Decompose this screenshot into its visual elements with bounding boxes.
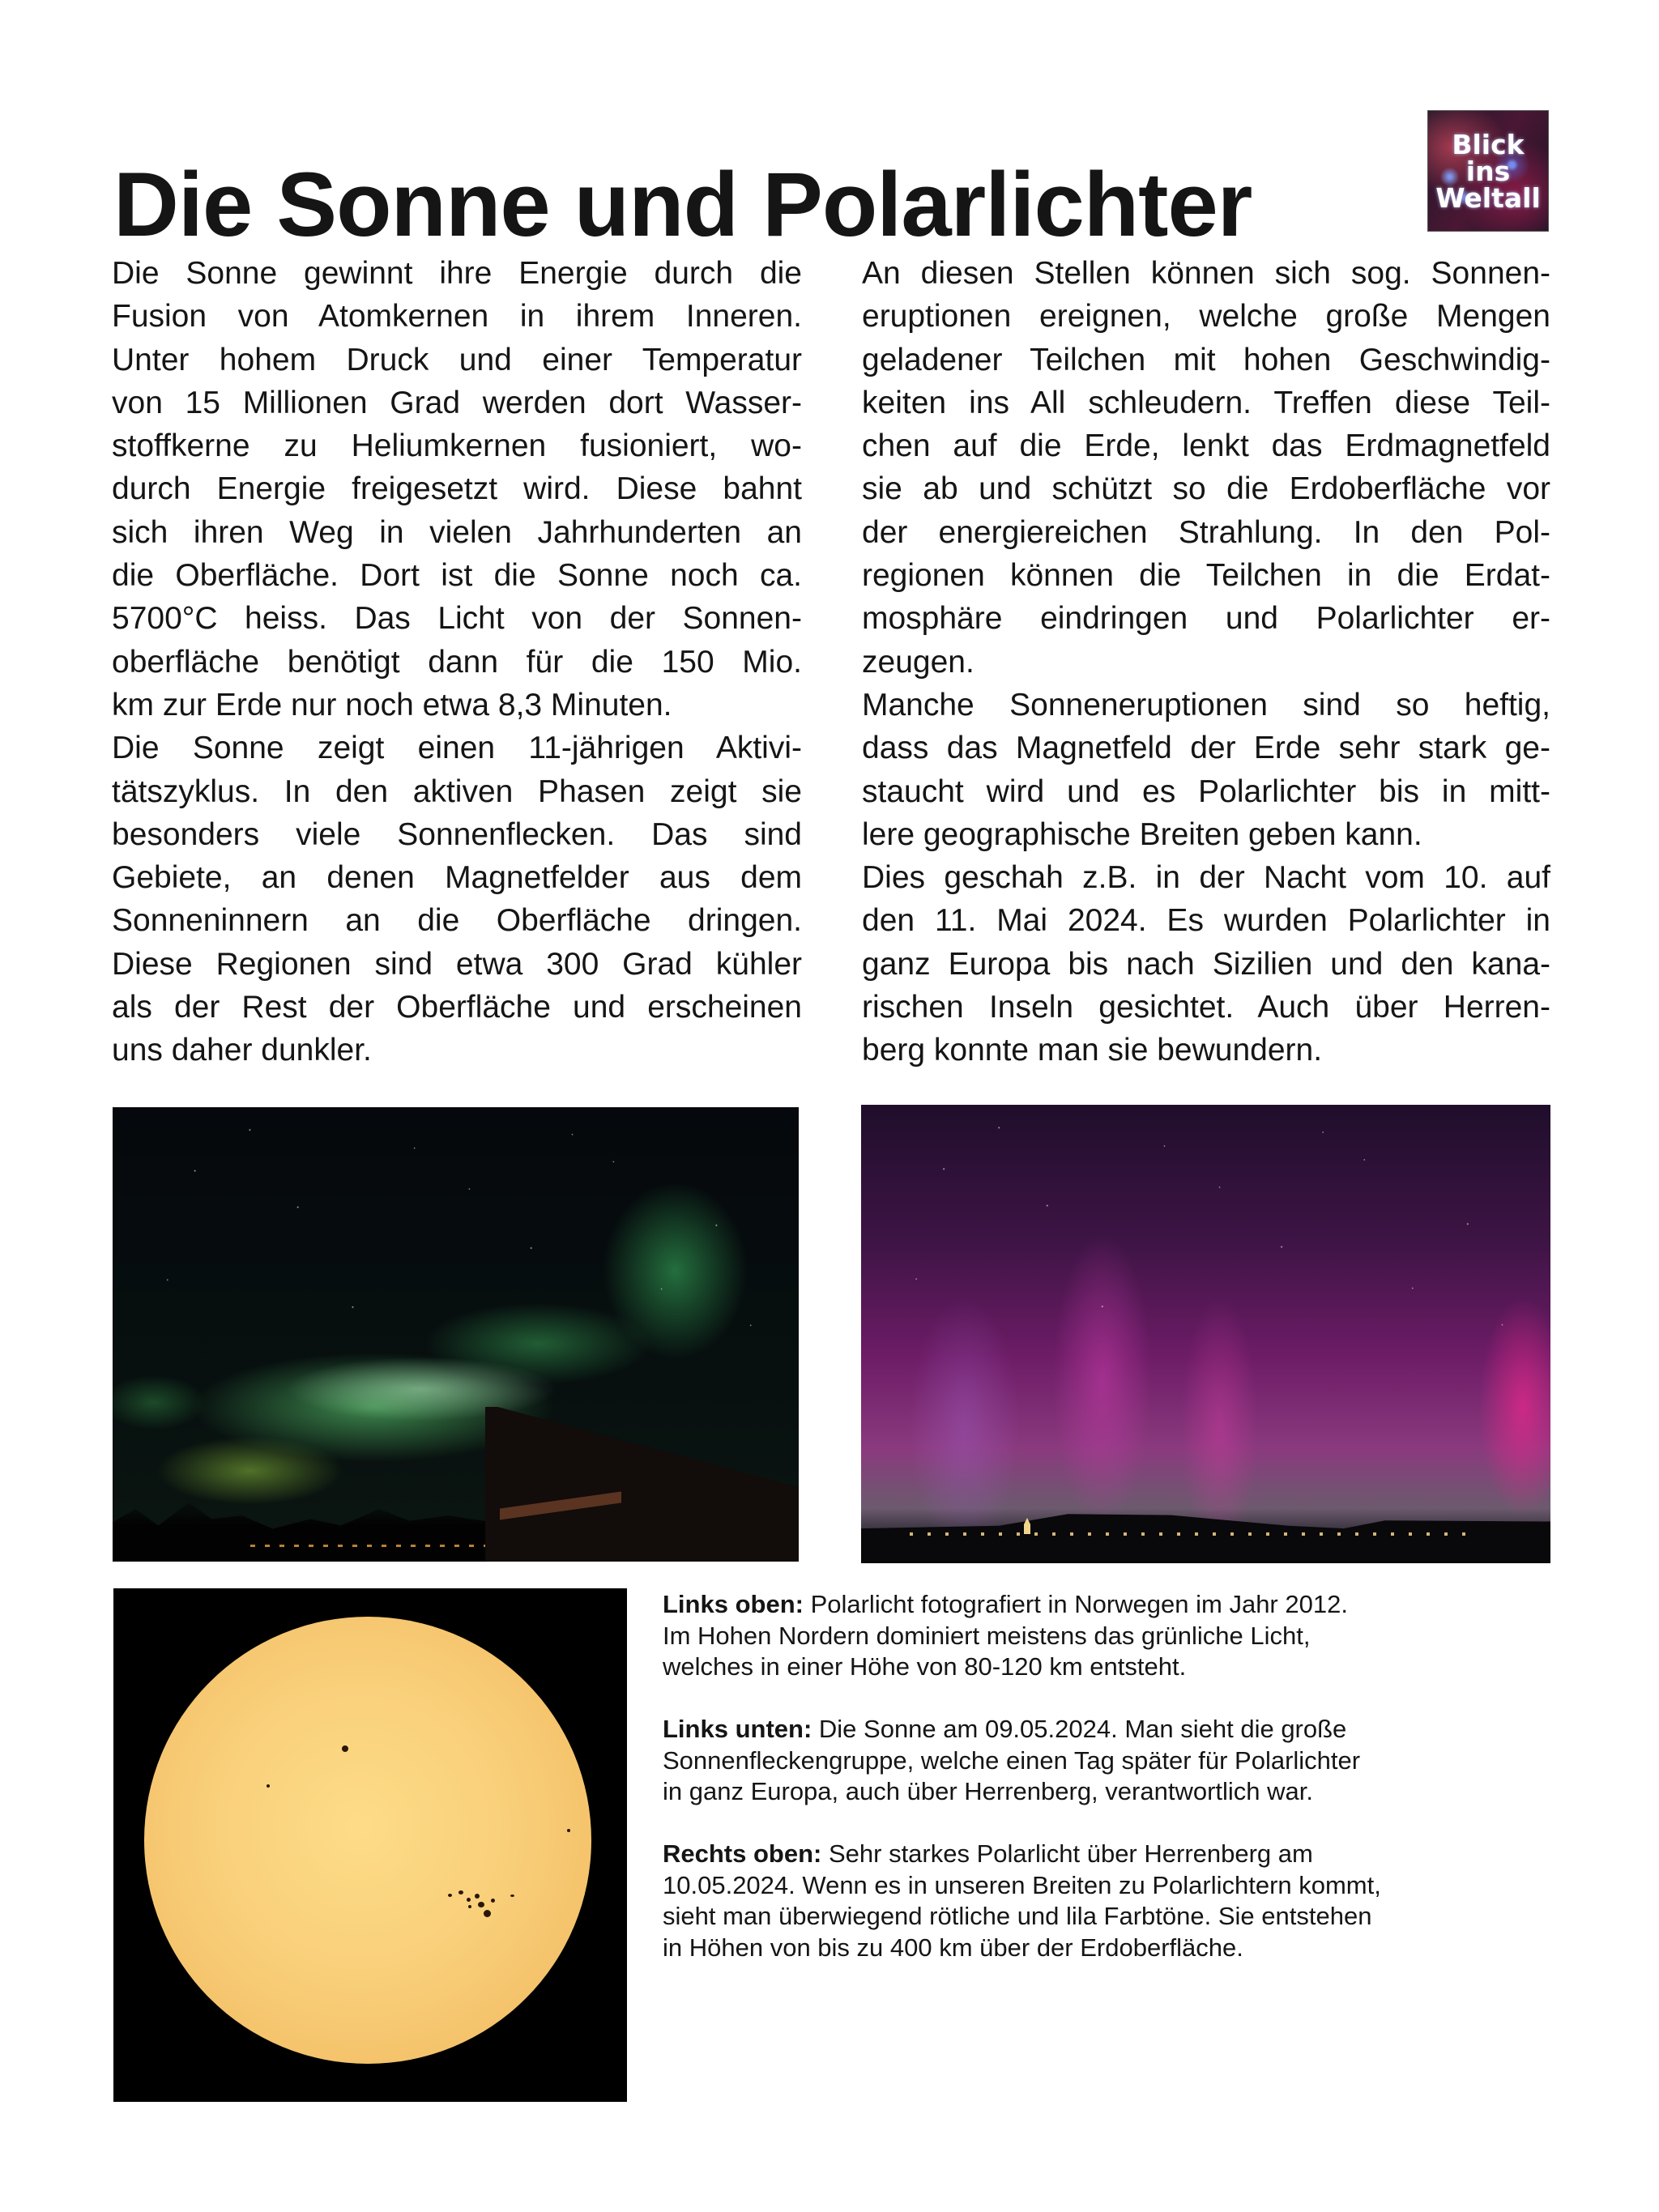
caption-rechts-oben — [663, 1839, 1562, 1963]
text-line: mosphäre eindringen und Polarlichter er- — [862, 601, 1550, 637]
caption-label: Rechts oben: — [663, 1839, 822, 1868]
photo-green-aurora-norway — [113, 1107, 799, 1562]
photo-sun-sunspots — [113, 1588, 627, 2102]
text-line: zeugen. — [862, 644, 975, 680]
sun-disc — [144, 1617, 591, 2064]
sunspot — [467, 1898, 471, 1902]
text-line: sich ihren Weg in vielen Jahrhunderten an — [112, 514, 802, 550]
sunspot — [484, 1910, 491, 1917]
text-line: rischen Inseln gesichtet. Auch über Herren- — [862, 990, 1550, 1025]
paragraph-sun-energy — [112, 252, 802, 727]
text-line: sie ab und schützt so die Erdoberfläche vor — [862, 471, 1550, 507]
page-title: Die Sonne und Polarlichter — [113, 154, 1252, 256]
text-line: Sonneninnern an die Oberfläche dringen. — [112, 903, 802, 939]
sunspot — [491, 1899, 495, 1903]
sunspot — [448, 1894, 452, 1897]
caption-line: Sonnenfleckengruppe, welche einen Tag später für Polarlichter — [663, 1745, 1361, 1775]
text-line: Dies geschah z.B. in der Nacht vom 10. auf — [862, 860, 1550, 896]
caption-line — [663, 1714, 1562, 1745]
caption-links-oben — [663, 1589, 1562, 1683]
caption-line — [663, 1589, 1562, 1621]
text-line: dass das Magnetfeld der Erde sehr stark ge- — [862, 731, 1550, 766]
paragraph-may-2024 — [862, 856, 1550, 1072]
paragraph-strong-eruptions — [862, 684, 1550, 856]
sunspot — [510, 1894, 514, 1897]
caption-line: 10.05.2024. Wenn es in unseren Breiten zu Polarlichtern kommt, — [663, 1870, 1381, 1899]
town-lights — [250, 1545, 493, 1547]
text-line: Gebiete, an denen Magnetfelder aus dem — [112, 860, 802, 896]
caption-line: sieht man überwiegend rötliche und lila Farbtöne. Sie entstehen — [663, 1902, 1372, 1930]
photo-captions — [663, 1589, 1562, 1995]
text-line: Fusion von Atomkernen in ihrem Inneren. — [112, 299, 802, 335]
text-line: stoffkerne zu Heliumkernen fusioniert, wo- — [112, 428, 802, 464]
sunspot — [478, 1902, 484, 1907]
text-line: uns daher dunkler. — [112, 1033, 372, 1068]
text-line: Die Sonne gewinnt ihre Energie durch die — [112, 256, 802, 291]
text-line: staucht wird und es Polarlichter bis in mitt- — [862, 774, 1550, 809]
caption-label: Links oben: — [663, 1590, 804, 1618]
text-line: den 11. Mai 2024. Es wurden Polarlichter in — [862, 903, 1550, 939]
paragraph-activity-cycle — [112, 727, 802, 1072]
text-line: oberfläche benötigt dann für die 150 Mio. — [112, 644, 802, 680]
sunspot — [342, 1745, 348, 1752]
caption-text: Sehr starkes Polarlicht über Herrenberg am — [821, 1839, 1313, 1868]
text-line: der energiereichen Strahlung. In den Pol- — [862, 514, 1550, 550]
text-line: regionen können die Teilchen in die Erdat- — [862, 558, 1550, 594]
caption-line: Im Hohen Nordern dominiert meistens das grünliche Licht, — [663, 1621, 1311, 1650]
sunspot — [468, 1905, 471, 1908]
text-line: lere geographische Breiten geben kann. — [862, 816, 1422, 852]
text-line: die Oberfläche. Dort ist die Sonne noch ca. — [112, 558, 802, 594]
logo-line-3: Weltall — [1435, 181, 1541, 214]
text-line: An diesen Stellen können sich sog. Sonnen- — [862, 256, 1550, 291]
caption-line: in Höhen von bis zu 400 km über der Erdoberfläche. — [663, 1933, 1243, 1962]
text-line: km zur Erde nur noch etwa 8,3 Minuten. — [112, 687, 672, 722]
caption-line — [663, 1839, 1562, 1870]
town-lights — [910, 1532, 1477, 1536]
blick-ins-weltall-logo — [1427, 110, 1549, 232]
paragraph-eruptions — [862, 252, 1550, 684]
text-line: Die Sonne zeigt einen 11-jährigen Aktivi- — [112, 731, 802, 766]
text-line: chen auf die Erde, lenkt das Erdmagnetfeld — [862, 428, 1550, 464]
stars-decoration — [861, 1105, 1550, 1563]
text-line: durch Energie freigesetzt wird. Diese bahnt — [112, 471, 802, 507]
right-text-column — [862, 252, 1550, 1072]
text-line: Unter hohem Druck und einer Temperatur — [112, 342, 802, 377]
text-line: ganz Europa bis nach Sizilien und den kana- — [862, 946, 1550, 982]
text-line: berg konnte man sie bewundern. — [862, 1033, 1323, 1068]
logo-line-1: Blick — [1452, 128, 1525, 160]
caption-text: Die Sonne am 09.05.2024. Man sieht die große — [812, 1715, 1347, 1743]
sunspot — [267, 1784, 270, 1788]
sunspot — [458, 1890, 463, 1894]
text-line: keiten ins All schleudern. Treffen diese Teil- — [862, 385, 1550, 420]
text-line: Manche Sonneneruptionen sind so heftig, — [862, 687, 1550, 722]
text-line: als der Rest der Oberfläche und erscheinen — [112, 990, 802, 1025]
caption-links-unten — [663, 1714, 1562, 1808]
left-text-column — [112, 252, 802, 1072]
text-line: 5700°C heiss. Das Licht von der Sonnen- — [112, 601, 802, 637]
text-line: eruptionen ereignen, welche große Mengen — [862, 299, 1550, 335]
text-line: geladener Teilchen mit hohen Geschwindig- — [862, 342, 1550, 377]
photo-red-aurora-herrenberg — [861, 1105, 1550, 1563]
text-line: tätszyklus. In den aktiven Phasen zeigt sie — [112, 774, 802, 809]
caption-text: Polarlicht fotografiert in Norwegen im Jahr 2012. — [803, 1590, 1348, 1618]
sunspot — [567, 1829, 570, 1832]
text-line: besonders viele Sonnenflecken. Das sind — [112, 816, 802, 852]
caption-line: in ganz Europa, auch über Herrenberg, verantwortlich war. — [663, 1777, 1313, 1805]
logo-line-2: ins — [1465, 155, 1511, 187]
text-line: von 15 Millionen Grad werden dort Wasser- — [112, 385, 802, 420]
text-line: Diese Regionen sind etwa 300 Grad kühler — [112, 946, 802, 982]
caption-line: welches in einer Höhe von 80-120 km entsteht. — [663, 1652, 1187, 1681]
sunspot — [475, 1894, 480, 1899]
caption-label: Links unten: — [663, 1715, 812, 1743]
